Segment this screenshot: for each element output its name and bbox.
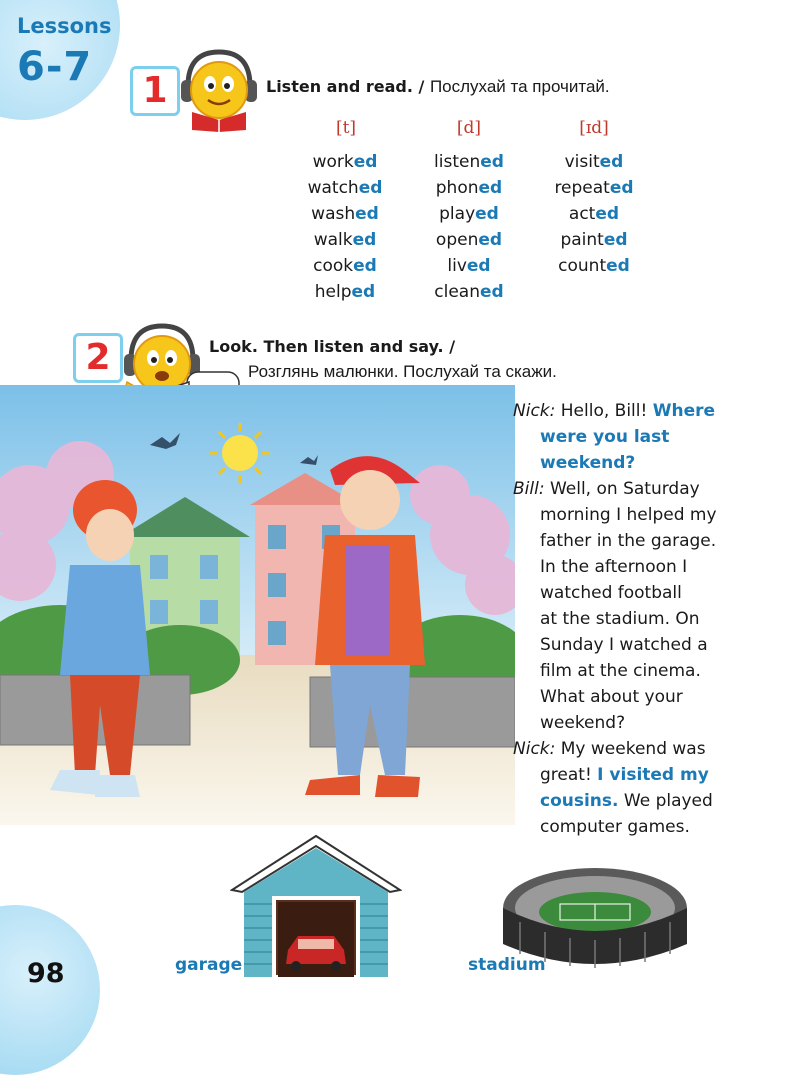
- word-item: worked: [312, 152, 378, 172]
- dialogue-line: weekend?: [540, 713, 626, 733]
- word-item: listened: [434, 152, 504, 172]
- word-item: phoned: [435, 178, 503, 198]
- exercise-2-instruction-ukrainian: Розглянь малюнки. Послухай та скажи.: [248, 362, 557, 381]
- exercise-2-number: 2: [73, 333, 123, 383]
- word-item: walked: [313, 230, 377, 250]
- word-column-id: [534, 149, 654, 279]
- dialogue-line: In the afternoon I: [540, 557, 688, 577]
- word-item: cleaned: [434, 282, 504, 302]
- exercise-1-number: 1: [130, 66, 180, 116]
- word-item: washed: [311, 204, 379, 224]
- exercise-2-instruction-english: Look. Then listen and say. /: [209, 337, 456, 356]
- word-item: opened: [435, 230, 503, 250]
- ipa-d-header: [d]: [456, 118, 482, 138]
- dialogue-line: weekend?: [540, 453, 636, 473]
- dialogue-line: at the stadium. On: [540, 609, 700, 629]
- word-item: painted: [560, 230, 628, 250]
- instruction-english: Listen and read. /: [266, 77, 425, 96]
- word-item: cooked: [313, 256, 377, 276]
- dialogue-line: Nick: Hello, Bill! Where: [513, 401, 716, 421]
- exercise-1-instruction: [266, 77, 610, 97]
- page-number-badge: [0, 905, 100, 1075]
- page-number: 98: [27, 958, 65, 989]
- dialogue-text: [513, 398, 793, 840]
- smiley-reading-headphones-icon: [178, 46, 260, 132]
- word-column-d: [409, 149, 529, 305]
- two-boys-street-illustration: [0, 385, 515, 825]
- word-item: played: [439, 204, 499, 224]
- lessons-label: Lessons: [17, 14, 112, 38]
- dialogue-line: morning I helped my: [540, 505, 717, 525]
- word-item: visited: [564, 152, 624, 172]
- dialogue-line: cousins. We played: [540, 791, 713, 811]
- dialogue-line: Nick: My weekend was: [513, 739, 706, 759]
- word-item: watched: [307, 178, 383, 198]
- dialogue-line: watched football: [540, 583, 682, 603]
- dialogue-line: were you last: [540, 427, 670, 447]
- word-item: acted: [568, 204, 620, 224]
- word-column-t: [285, 149, 405, 305]
- dialogue-line: What about your: [540, 687, 683, 707]
- dialogue-line: Bill: Well, on Saturday: [513, 479, 700, 499]
- word-item: helped: [314, 282, 376, 302]
- ipa-id-header: [ɪd]: [579, 118, 609, 138]
- lessons-range: 6-7: [17, 44, 93, 90]
- ipa-t-header: [t]: [335, 118, 357, 138]
- dialogue-line: Sunday I watched a: [540, 635, 708, 655]
- dialogue-line: film at the cinema.: [540, 661, 701, 681]
- dialogue-line: father in the garage.: [540, 531, 717, 551]
- garage-picture: [230, 832, 402, 977]
- dialogue-line: computer games.: [540, 817, 690, 837]
- stadium-caption: stadium: [468, 955, 546, 975]
- word-item: lived: [447, 256, 491, 276]
- word-item: repeated: [554, 178, 634, 198]
- instruction-ukrainian: Послухай та прочитай.: [429, 77, 610, 96]
- garage-caption: garage: [175, 955, 243, 975]
- dialogue-line: great! I visited my: [540, 765, 709, 785]
- word-item: counted: [558, 256, 630, 276]
